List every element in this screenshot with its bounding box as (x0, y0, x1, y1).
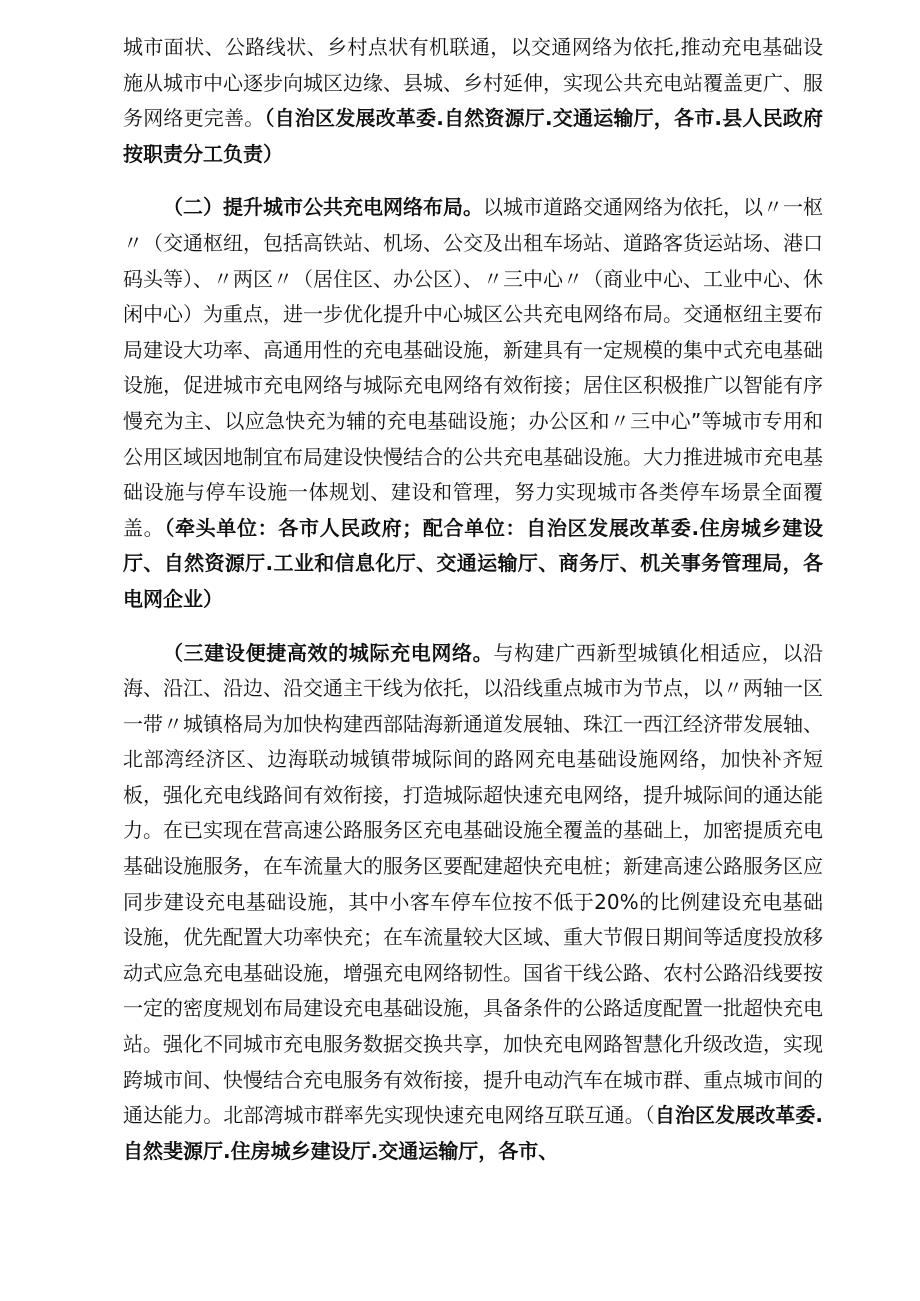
paragraph-3-responsible: 自治区发展改革委.自然斐源厅.住房城乡建设厅.交通运输厅，各市、 (123, 1103, 824, 1163)
paragraph-3-text: 与构建广西新型城镇化相适应，以沿海、沿江、沿边、沿交通主干线为依托，以沿线重点城市为节点，以〃两轴一区一带〃城镇格局为加快构建西部陆海新通道发展轴、珠江一西江经济带发展轴、北部湾经济区、边海联动城镇带城际间的路网充电基础设施网络，加快补齐短板，强化充电线路间有效衔接，打造城际超快速充电网络，提升城际间的通达能力。在已实现在营高速公路服务区充电基础设施全覆盖的基础上，加密提质充电基础设施服务，在车流量大的服务区要配建超快充电桩；新建高速公路服务区应同步建设充电基础设施，其中小客车停车位按不低于20%的比例建设充电基础设施，优先配置大功率快充；在车流量较大区域、重大节假日期间等适度投放移动式应急充电基础设施，增强充电网络韧性。国省干线公路、农村公路沿线要按一定的密度规划布局建设充电基础设施，具备条件的公路适度配置一批超快充电站。强化不同城市充电服务数据交换共享，加快充电网路智慧化升级改造，实现跨城市间、快慢结合充电服务有效衔接，提升电动汽车在城市群、重点城市间的通达能力。北部湾城市群率先实现快速充电网络互联互通。 (123, 640, 824, 1128)
paragraph-3 (123, 636, 823, 1170)
paragraph-2-text: 以城市道路交通网络为依托，以〃一枢〃（交通枢纽，包括高铁站、机场、公交及出租车场站、道路客货运站场、港口码头等）、〃两区〃（居住区、办公区）、〃三中心〃（商业中心、工业中心、休闲中心）为重点，进一步优化提升中心城区公共充电网络布局。交通枢纽主要布局建设大功率、高通用性的充电基础设施，新建具有一定规模的集中式充电基础设施，促进城市充电网络与城际充电网络有效衔接；居住区积极推广以智能有序慢充为主、以应急快充为辅的充电基础设施；办公区和〃三中心”等城市专用和公用区域因地制宜布局建设快慢结合的公共充电基础设施。大力推进城市充电基础设施与停车设施一体规划、建设和管理，努力实现城市各类停车场景全面覆盖。 (123, 195, 823, 540)
paragraph-2 (123, 190, 823, 617)
paragraph-2-responsible: （牵头单位：各市人民政府；配合单位：自治区发展改革委.住房城乡建设厅、自然资源厅.工业和信息化厅、交通运输厅、商务厅、机关事务管理局，各电网企业） (123, 515, 823, 611)
paragraph-3-responsible-open: （ (644, 1103, 655, 1128)
paragraph-1-responsible: （自治区发展改革委.自然资源厅.交通运输厅，各市.县人民政府按职责分工负责） (123, 106, 824, 166)
paragraph-2-heading: （二）提升城市公共充电网络布局。 (163, 195, 483, 220)
document-page (123, 30, 823, 1169)
paragraph-1 (123, 30, 823, 172)
paragraph-3-heading: （三建设便捷高效的城际充电网络。 (163, 640, 494, 665)
paragraph-1-text: 城市面状、公路线状、乡村点状有机联通，以交通网络为依托,推动充电基础设施从城市中心逐步向城区边缘、县城、乡村延伸，实现公共充电站覆盖更广、服务网络更完善。 (123, 35, 823, 131)
